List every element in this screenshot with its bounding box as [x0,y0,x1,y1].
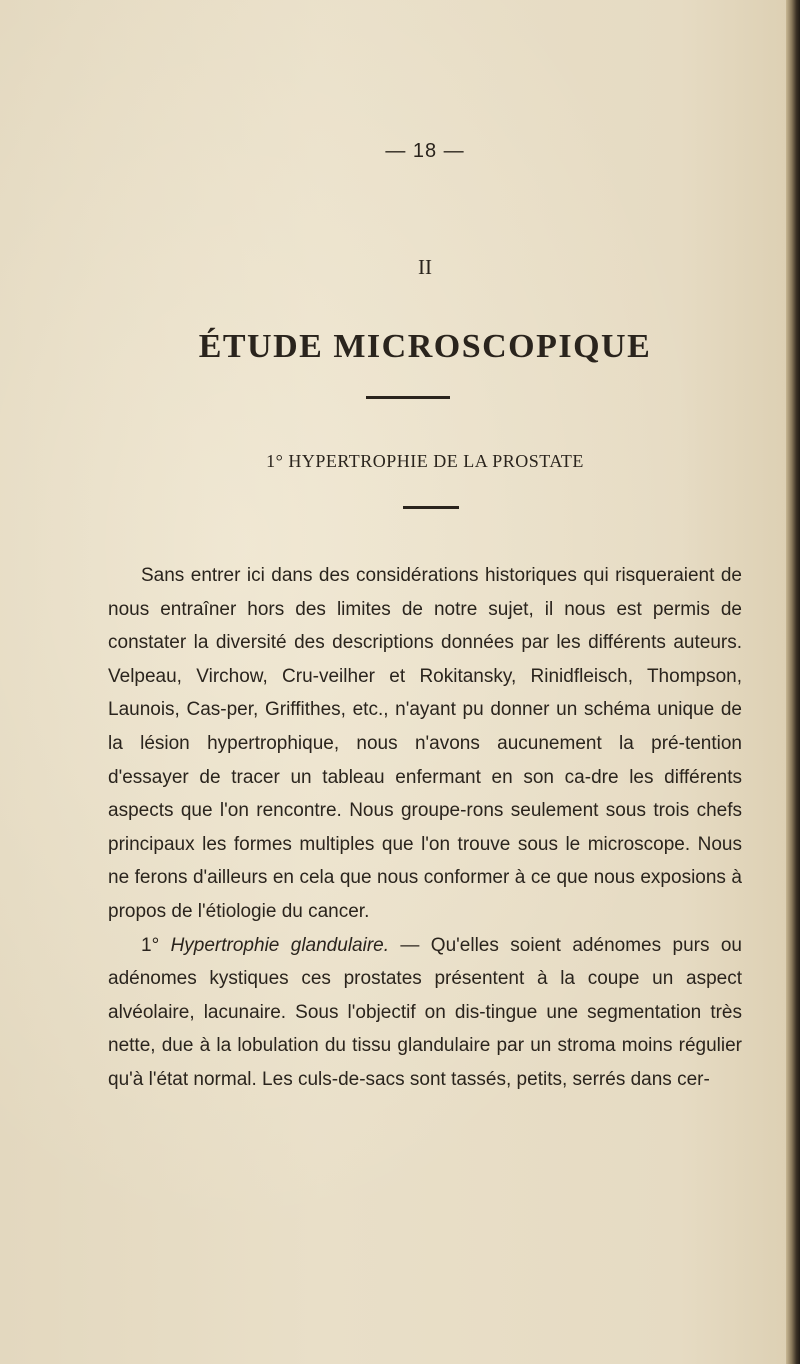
paragraph-number: 1° [141,934,160,956]
title-divider [366,396,450,399]
chapter-title: ÉTUDE MICROSCOPIQUE [198,328,652,365]
section-heading: 1° HYPERTROPHIE DE LA PROSTATE [266,451,584,471]
section-divider [403,506,459,509]
page-edge-shadow [786,0,800,1364]
paragraph-body: — Qu'elles soient adénomes purs ou adénomes kystiques ces prostates présentent à la coupe un aspect alvéolaire, lacunaire. Sous l'objectif on dis-tingue une segmentation très nette, due à la lobulation du tissu glandulaire par un stroma moins régulier qu'à l'état normal. Les culs-de-sacs sont tassés, petits, serrés dans cer- [108,934,742,1090]
paragraph-introduction: Sans entrer ici dans des considérations historiques qui risqueraient de nous entraîner hors des limites de notre sujet, il nous est permis de constater la diversité des descriptions données par les différents auteurs. Velpeau, Virchow, Cru-veilher et Rokitansky, Rinidfleisch, Thompson, Launois, Cas-per, Griffithes, etc., n'ayant pu donner un schéma unique de la lésion hypertrophique, nous n'avons aucunement la pré-tention d'essayer de tracer un tableau enfermant en son ca-dre les différents aspects que l'on rencontre. Nous groupe-rons seulement sous trois chefs principaux les formes multiples que l'on trouve sous le microscope. Nous ne ferons d'ailleurs en cela que nous conformer à ce que nous exposions à propos de l'étiologie du cancer. [108,565,742,922]
paragraph-hypertrophie-glandulaire [108,929,742,1097]
chapter-number: II [418,255,432,279]
paragraph-subheading: Hypertrophie glandulaire. [170,934,389,956]
body-text [108,559,742,1097]
page-number: — 18 — [385,140,465,162]
